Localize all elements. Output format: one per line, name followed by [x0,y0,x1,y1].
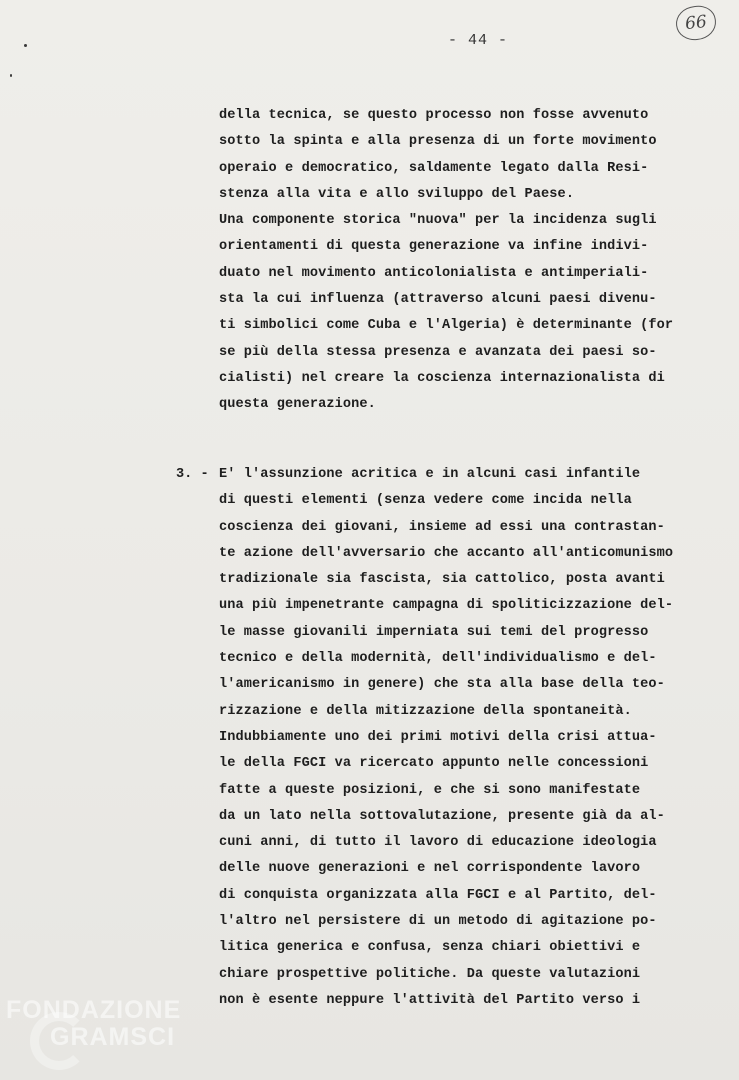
text-line: una più impenetrante campagna di spoliticizzazione del- [219,598,674,614]
text-line: di questi elementi (senza vedere come incida nella [219,493,632,509]
text-line: da un lato nella sottovalutazione, presente già da al- [219,808,665,824]
section-number: 3. - [176,467,209,482]
text-line: rizzazione e della mitizzazione della spontaneità. [219,703,632,719]
text-line: sta la cui influenza (attraverso alcuni paesi divenu- [219,292,657,308]
text-line: l'altro nel persistere di un metodo di agitazione po- [219,914,657,930]
text-line: operaio e democratico, saldamente legato dalla Resi- [219,160,649,176]
text-line: Indubbiamente uno dei primi motivi della crisi attua- [219,729,657,745]
text-line: coscienza dei giovani, insieme ad essi una contrastan- [219,519,665,535]
text-line: della tecnica, se questo processo non fosse avvenuto [219,108,649,123]
watermark-line2: GRAMSCI [50,1023,176,1051]
watermark-line1: FONDAZIONE [6,996,182,1024]
text-line: ti simbolici come Cuba e l'Algeria) è determinante (for [219,318,674,334]
text-line: duato nel movimento anticolonialista e antimperiali- [219,265,649,281]
text-line: cialisti) nel creare la coscienza internazionalista di [219,370,665,386]
paper-speck [24,44,27,47]
text-line: delle nuove generazioni e nel corrispondente lavoro [219,861,641,877]
section-3-paragraph [219,462,719,1014]
text-line: tradizionale sia fascista, sia cattolico, posta avanti [219,572,665,588]
text-line: l'americanismo in genere) che sta alla base della teo- [219,677,665,693]
text-line: fatte a queste posizioni, e che si sono manifestate [219,782,641,798]
text-line: E' l'assunzione acritica e in alcuni casi infantile [219,467,641,482]
watermark [6,998,181,1050]
paragraph-continued [219,103,719,419]
text-line: non è esente neppure l'attività del Partito verso i [219,992,641,1008]
text-line: di conquista organizzata alla FGCI e al Partito, del- [219,887,657,903]
text-line: le della FGCI va ricercato appunto nelle concessioni [219,756,649,772]
page-number: - 44 - [448,32,509,49]
text-line: orientamenti di questa generazione va infine indivi- [219,239,649,255]
text-line: te azione dell'avversario che accanto all'anticomunismo [219,545,674,561]
text-line: litica generica e confusa, senza chiari obiettivi e [219,940,641,956]
text-line: stenza alla vita e allo sviluppo del Paese. [219,186,575,202]
text-line: chiare prospettive politiche. Da queste valutazioni [219,966,641,982]
text-line: tecnico e della modernità, dell'individualismo e del- [219,651,657,667]
text-line: cuni anni, di tutto il lavoro di educazione ideologia [219,835,657,851]
text-line: le masse giovanili imperniata sui temi del progresso [219,624,649,640]
text-line: Una componente storica "nuova" per la incidenza sugli [219,213,657,229]
text-line: se più della stessa presenza e avanzata dei paesi so- [219,344,657,360]
text-line: sotto la spinta e alla presenza di un forte movimento [219,134,657,150]
archive-number-stamp: 66 [674,4,717,42]
paper-speck [10,74,12,77]
text-line: questa generazione. [219,397,376,413]
